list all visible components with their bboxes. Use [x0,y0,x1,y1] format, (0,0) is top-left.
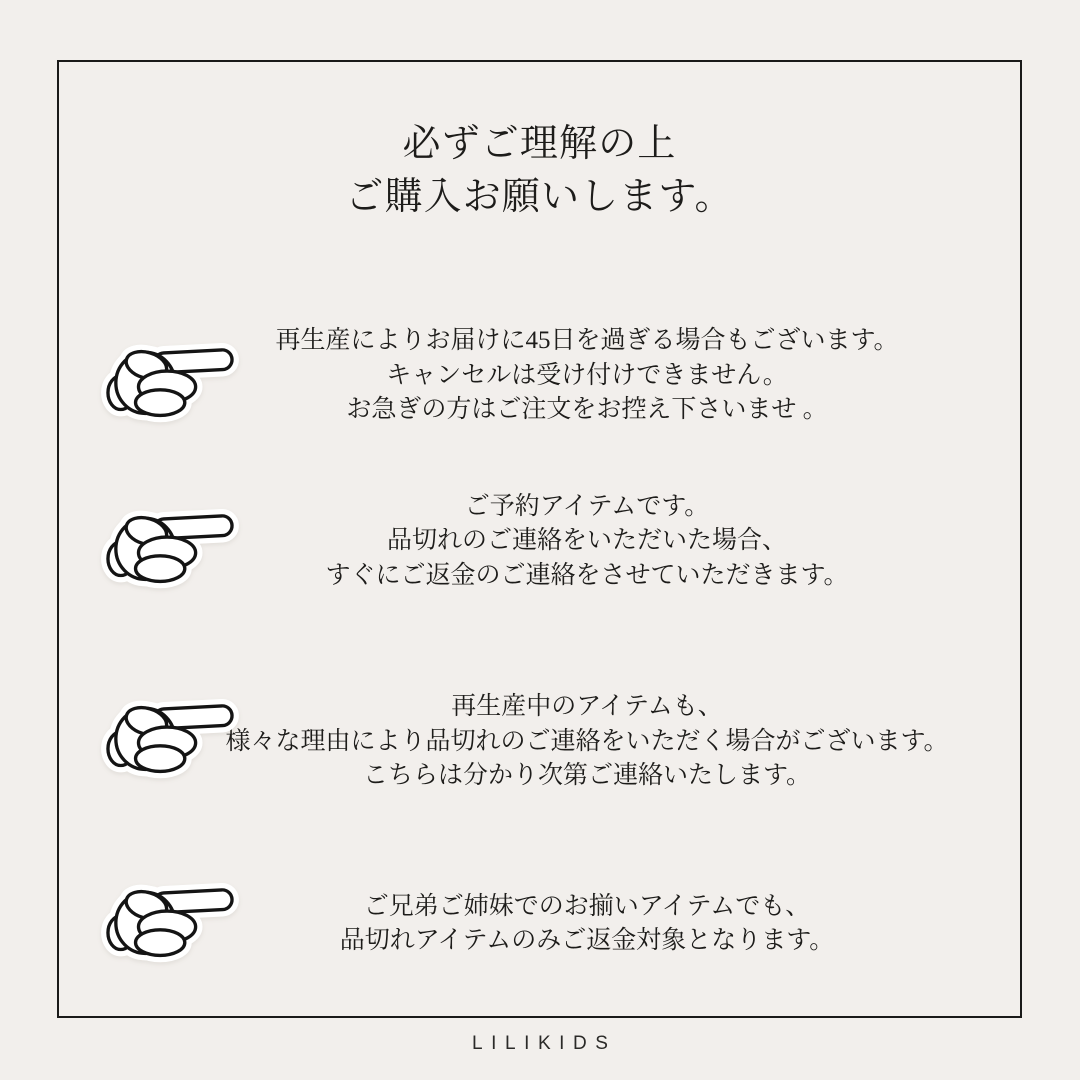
notice-line: お急ぎの方はご注文をお控え下さいませ 。 [346,396,828,424]
notice-row-3 [57,687,1022,797]
notice-line: 再生産中のアイテムも、 [451,693,723,721]
notice-text [207,890,967,959]
pointing-hand-icon [105,496,237,587]
title-line-2: ご購入お願いします。 [345,176,734,218]
notice-row-1 [57,320,1022,432]
notice-line: 様々な理由により品切れのご連絡をいただく場合がございます。 [225,727,949,755]
notice-line: キャンセルは受け付けできません。 [386,361,788,389]
notice-line: 品切れのご連絡をいただいた場合、 [386,527,787,555]
notice-text [207,490,967,594]
notice-line: すぐにご返金のご連絡をさせていただきます。 [325,561,849,589]
notice-text [207,324,967,428]
title-line-1: 必ずご理解の上 [402,123,677,165]
brand-logo: LILIKIDS [472,1033,617,1054]
pointing-hand-icon [105,331,237,422]
notice-line: ご兄弟ご姉妹でのお揃いアイテムでも、 [363,892,811,920]
pointing-hand-icon [105,687,237,778]
notice-row-2 [57,486,1022,597]
notice-line: 再生産によりお届けに45日を過ぎる場合もございます。 [275,327,899,355]
notice-line: 品切れアイテムのみご返金対象となります。 [339,927,835,954]
notice-row-4 [57,878,1022,970]
notice-line: ご予約アイテムです。 [464,492,710,520]
notice-line: こちらは分かり次第ご連絡いたします。 [362,762,811,790]
page-title [57,118,1022,224]
pointing-hand-icon [105,871,237,962]
notice-text [207,690,967,794]
